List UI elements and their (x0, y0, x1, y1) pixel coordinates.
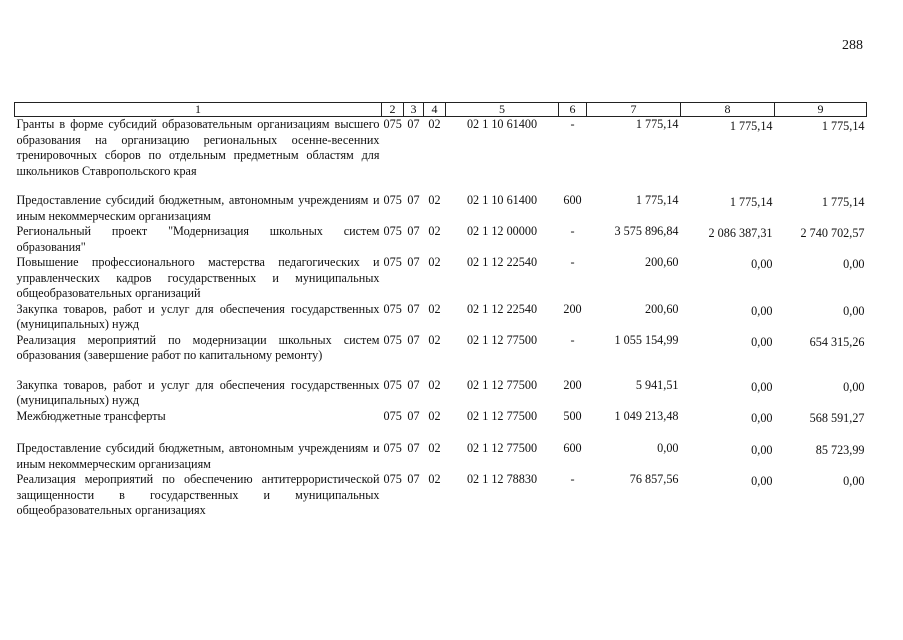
table-row (15, 224, 867, 255)
amount-col-9: 0,00 (843, 379, 865, 394)
column-header-9: 9 (775, 103, 867, 117)
amount-col-7: 5 941,51 (635, 377, 679, 392)
section-code: 07 (407, 117, 420, 131)
table-row (15, 333, 867, 378)
header-row (15, 103, 867, 117)
amount-col-8: 2 086 387,31 (708, 226, 773, 240)
admin-code: 075 (383, 301, 402, 316)
target-article: 02 1 12 22540 (466, 255, 538, 269)
column-header-6: 6 (559, 103, 587, 117)
expense-type: - (570, 117, 575, 131)
budget-table (14, 102, 867, 519)
subsection-code: 02 (428, 117, 441, 131)
row-name: Реализация мероприятий по обеспечению антитеррористической защищенности в государственных и муниципальных общеобразовательных организациях (16, 472, 380, 517)
target-article: 02 1 10 61400 (466, 193, 538, 207)
column-header-5: 5 (446, 103, 559, 117)
amount-col-7: 1 055 154,99 (614, 332, 679, 347)
amount-col-7: 0,00 (657, 441, 679, 455)
section-code: 07 (407, 377, 420, 392)
amount-col-8: 0,00 (751, 410, 773, 425)
amount-col-9: 0,00 (843, 303, 865, 318)
admin-code: 075 (383, 472, 402, 486)
section-code: 07 (407, 408, 420, 423)
admin-code: 075 (383, 377, 402, 392)
amount-col-9: 85 723,99 (815, 443, 865, 457)
column-header-8: 8 (681, 103, 775, 117)
target-article: 02 1 12 77500 (466, 441, 538, 455)
subsection-code: 02 (428, 332, 441, 347)
amount-col-9: 654 315,26 (809, 334, 865, 349)
subsection-code: 02 (428, 193, 441, 207)
target-article: 02 1 12 78830 (466, 472, 538, 486)
subsection-code: 02 (428, 255, 441, 269)
admin-code: 075 (383, 193, 402, 207)
expense-type: 500 (563, 408, 582, 423)
table-row (15, 302, 867, 333)
expense-type: - (570, 472, 575, 486)
row-name: Гранты в форме субсидий образовательным организациям высшего образования на организацию региональных осенне-весенних тренировочных сборов по отдельным предметным областям для школьников Ставропольского края (16, 117, 380, 178)
amount-col-9: 2 740 702,57 (800, 226, 865, 240)
section-code: 07 (407, 332, 420, 347)
amount-col-7: 200,60 (644, 255, 679, 269)
amount-col-8: 0,00 (751, 257, 773, 271)
page-number: 288 (842, 38, 863, 53)
expense-type: 200 (563, 301, 582, 316)
table-row (15, 117, 867, 194)
row-name: Межбюджетные трансферты (16, 408, 166, 423)
section-code: 07 (407, 301, 420, 316)
admin-code: 075 (383, 255, 402, 269)
row-name: Региональный проект "Модернизация школьных систем образования" (16, 224, 380, 254)
amount-col-7: 76 857,56 (629, 472, 679, 486)
subsection-code: 02 (428, 377, 441, 392)
amount-col-8: 0,00 (751, 474, 773, 488)
row-name: Предоставление субсидий бюджетным, автономным учреждениям и иным некоммерческим организациям (16, 193, 380, 223)
table-row (15, 378, 867, 409)
section-code: 07 (407, 255, 420, 269)
subsection-code: 02 (428, 224, 441, 238)
amount-col-8: 1 775,14 (729, 119, 773, 133)
expense-type: - (570, 332, 575, 347)
subsection-code: 02 (428, 441, 441, 455)
amount-col-9: 1 775,14 (821, 119, 865, 133)
expense-type: 200 (563, 377, 582, 392)
target-article: 02 1 12 77500 (466, 377, 538, 392)
column-header-4: 4 (424, 103, 446, 117)
amount-col-7: 3 575 896,84 (614, 224, 679, 238)
amount-col-9: 0,00 (843, 474, 865, 488)
amount-col-9: 0,00 (843, 257, 865, 271)
column-header-2: 2 (382, 103, 404, 117)
subsection-code: 02 (428, 472, 441, 486)
row-name: Закупка товаров, работ и услуг для обеспечения государственных (муниципальных) нужд (16, 301, 380, 331)
table-row (15, 255, 867, 302)
column-header-3: 3 (404, 103, 424, 117)
row-name: Предоставление субсидий бюджетным, автономным учреждениям и иным некоммерческим организациям (16, 441, 380, 471)
amount-col-8: 0,00 (751, 379, 773, 394)
amount-col-9: 1 775,14 (821, 195, 865, 209)
amount-col-9: 568 591,27 (809, 410, 865, 425)
column-header-7: 7 (587, 103, 681, 117)
target-article: 02 1 12 77500 (466, 408, 538, 423)
row-name: Повышение профессионального мастерства педагогических и управленческих кадров государственных и муниципальных общеобразовательных организаций (16, 255, 380, 300)
section-code: 07 (407, 224, 420, 238)
expense-type: 600 (563, 441, 582, 455)
amount-col-8: 0,00 (751, 443, 773, 457)
target-article: 02 1 10 61400 (466, 117, 538, 131)
amount-col-7: 1 775,14 (635, 117, 679, 131)
row-name: Реализация мероприятий по модернизации школьных систем образования (завершение работ по капитальному ремонту) (16, 332, 380, 362)
admin-code: 075 (383, 332, 402, 347)
admin-code: 075 (383, 408, 402, 423)
expense-type: 600 (563, 193, 582, 207)
row-name: Закупка товаров, работ и услуг для обеспечения государственных (муниципальных) нужд (16, 377, 380, 407)
table-row (15, 441, 867, 472)
amount-col-7: 1 775,14 (635, 193, 679, 207)
amount-col-8: 0,00 (751, 334, 773, 349)
admin-code: 075 (383, 441, 402, 455)
admin-code: 075 (383, 117, 402, 131)
expense-type: - (570, 255, 575, 269)
admin-code: 075 (383, 224, 402, 238)
section-code: 07 (407, 441, 420, 455)
section-code: 07 (407, 472, 420, 486)
amount-col-8: 0,00 (751, 303, 773, 318)
amount-col-7: 200,60 (644, 301, 679, 316)
table-body (15, 117, 867, 519)
table-row (15, 472, 867, 519)
table-header (15, 103, 867, 117)
amount-col-8: 1 775,14 (729, 195, 773, 209)
subsection-code: 02 (428, 408, 441, 423)
target-article: 02 1 12 00000 (466, 224, 538, 238)
subsection-code: 02 (428, 301, 441, 316)
table-row (15, 193, 867, 224)
target-article: 02 1 12 77500 (466, 332, 538, 347)
section-code: 07 (407, 193, 420, 207)
amount-col-7: 1 049 213,48 (614, 408, 679, 423)
table-row (15, 409, 867, 442)
expense-type: - (570, 224, 575, 238)
target-article: 02 1 12 22540 (466, 301, 538, 316)
column-header-1: 1 (15, 103, 382, 117)
